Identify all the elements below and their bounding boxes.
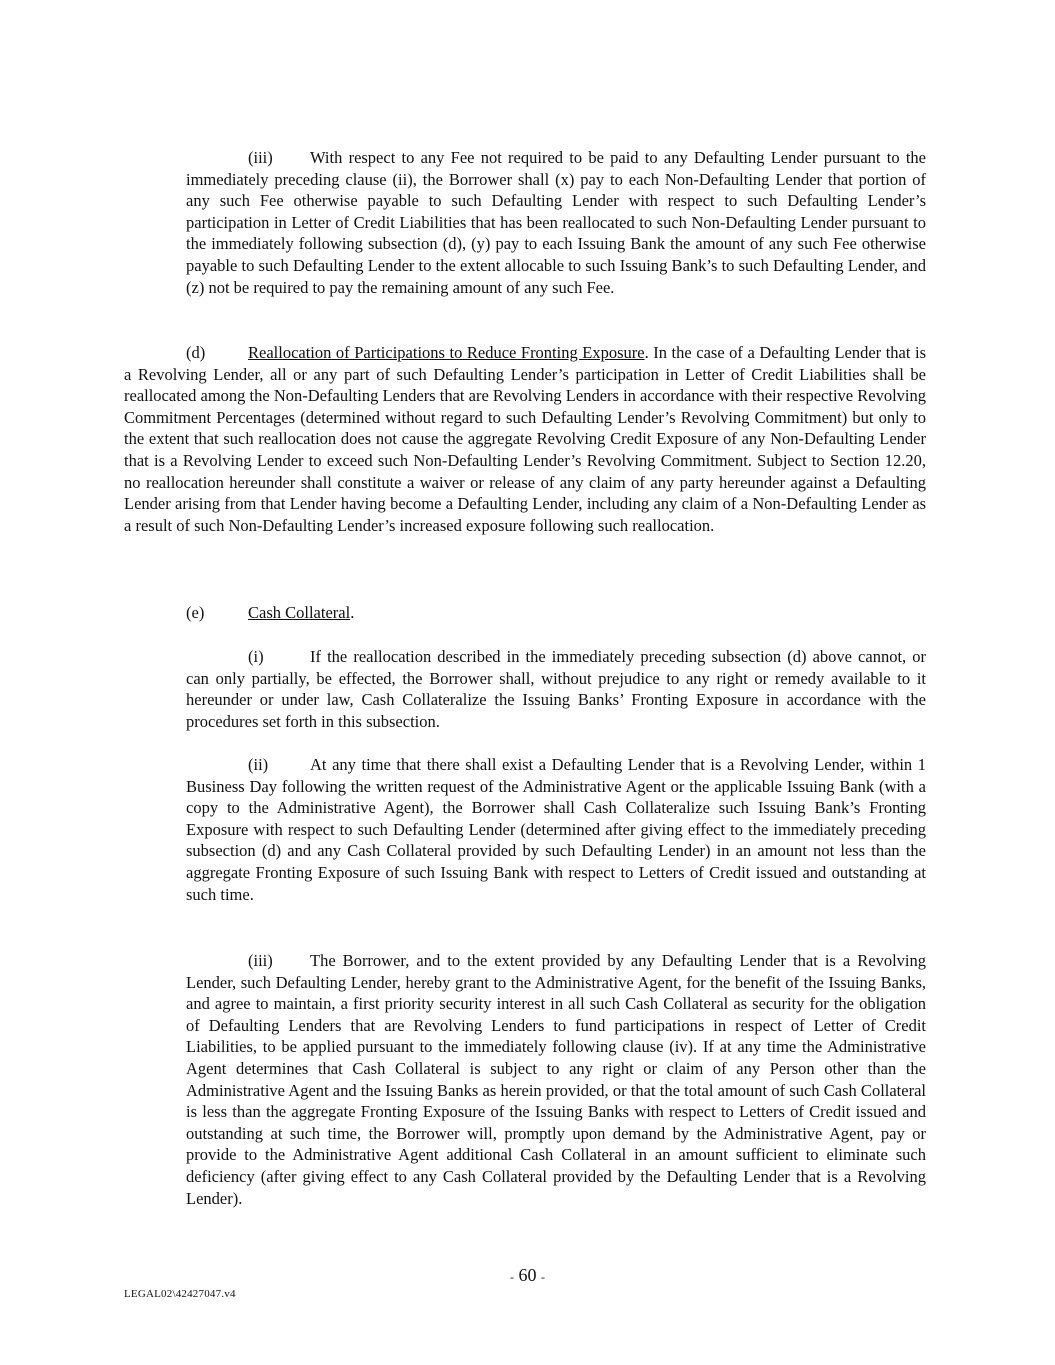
subsection-number: (d): [186, 343, 206, 362]
subsection-heading: Cash Collateral: [248, 603, 351, 622]
clause-text: With respect to any Fee not required to be paid to any Defaulting Lender pursuant to the immediately preceding clause (ii), the Borrower shall (x) pay to each Non-Defaulting Lender that portion of any such Fee otherwise payable to such Defaulting Lender with respect to such Defaulting Lender’s participation in Letter of Credit Liabilities that has been reallocated to such Non-Defaulting Lender pursuant to the immediately following subsection (d), (y) pay to each Issuing Bank the amount of any such Fee otherwise payable to such Defaulting Lender to the extent allocable to such Issuing Bank’s to such Defaulting Lender, and (z) not be required to pay the remaining amount of any such Fee.: [186, 148, 926, 297]
clause-text: At any time that there shall exist a Defaulting Lender that is a Revolving Lender, within 1 Business Day following the written request of the Administrative Agent or the applicable Issuing Bank (with a copy to the Administrative Agent), the Borrower shall Cash Collateralize such Issuing Bank’s Fronting Exposure with respect to such Defaulting Lender (determined after giving effect to the immediately preceding subsection (d) and any Cash Collateral provided by such Defaulting Lender) in an amount not less than the aggregate Fronting Exposure of such Issuing Bank with respect to Letters of Credit issued and outstanding at such time.: [186, 755, 926, 904]
clause-number: (iii): [248, 148, 273, 167]
clause-e-ii: [186, 754, 926, 905]
clause-text: If the reallocation described in the immediately preceding subsection (d) above cannot, or can only partially, be effected, the Borrower shall, without prejudice to any right or remedy available to it hereunder or under law, Cash Collateralize the Issuing Banks’ Fronting Exposure in accordance with the procedures set forth in this subsection.: [186, 647, 926, 731]
clause-number: (ii): [248, 755, 269, 774]
subsection-text: .: [350, 603, 355, 622]
page-number-dash-left: -: [510, 1270, 514, 1284]
clause-e-iii: [186, 950, 926, 1209]
subsection-d: [124, 342, 926, 536]
clause-text: The Borrower, and to the extent provided by any Defaulting Lender that is a Revolving Lender, such Defaulting Lender, hereby grant to the Administrative Agent, for the benefit of the Issuing Banks, and agree to maintain, a first priority security interest in all such Cash Collateral as security for the obligation of Defaulting Lenders that are Revolving Lenders to fund participations in respect of Letter of Credit Liabilities, to be applied pursuant to the immediately following clause (iv). If at any time the Administrative Agent determines that Cash Collateral is subject to any right or claim of any Person other than the Administrative Agent and the Issuing Banks as herein provided, or that the total amount of such Cash Collateral is less than the aggregate Fronting Exposure of the Issuing Banks with respect to Letters of Credit issued and outstanding at such time, the Borrower will, promptly upon demand by the Administrative Agent, pay or provide to the Administrative Agent additional Cash Collateral in an amount sufficient to eliminate such deficiency (after giving effect to any Cash Collateral provided by the Defaulting Lender that is a Revolving Lender).: [186, 951, 926, 1208]
clause-c-iii: [186, 147, 926, 298]
subsection-heading: Reallocation of Participations to Reduce Fronting Exposure: [248, 343, 645, 362]
page-number-dash-right: -: [541, 1270, 545, 1284]
clause-number: (i): [248, 647, 264, 666]
subsection-text: . In the case of a Defaulting Lender that is a Revolving Lender, all or any part of such Defaulting Lender’s participation in Letter of Credit Liabilities shall be reallocated among the Non-Defaulting Lenders that are Revolving Lenders in accordance with their respective Revolving Commitment Percentages (determined without regard to such Defaulting Lender’s Revolving Commitment) but only to the extent that such reallocation does not cause the aggregate Revolving Credit Exposure of any Non-Defaulting Lender that is a Revolving Lender to exceed such Non-Defaulting Lender’s Revolving Commitment. Subject to Section 12.20, no reallocation hereunder shall constitute a waiver or release of any claim of any party hereunder against a Defaulting Lender arising from that Lender having become a Defaulting Lender, including any claim of a Non-Defaulting Lender as a result of such Non-Defaulting Lender’s increased exposure following such reallocation.: [124, 343, 926, 535]
subsection-e: [124, 602, 926, 624]
document-id: LEGAL02\42427047.v4: [124, 1288, 236, 1300]
clause-e-i: [186, 646, 926, 732]
clause-number: (iii): [248, 951, 273, 970]
page-number: [0, 1265, 1055, 1286]
page-number-value: 60: [518, 1265, 537, 1285]
subsection-number: (e): [186, 603, 205, 622]
